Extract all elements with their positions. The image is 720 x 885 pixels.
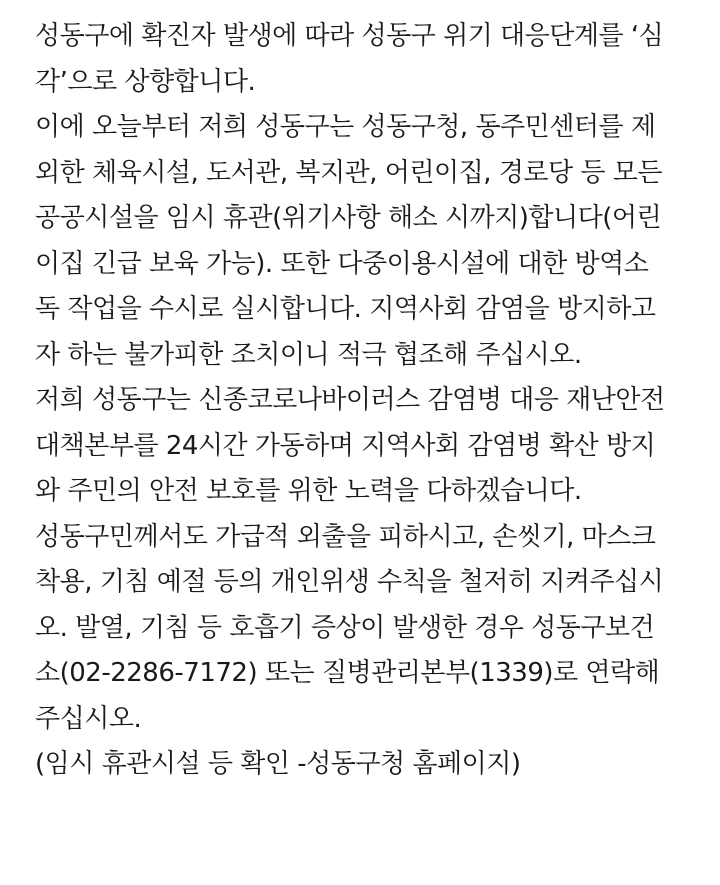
notice-line: 주십시오. (35, 703, 142, 734)
notice-line: 오. 발열, 기침 등 호흡기 증상이 발생한 경우 성동구보건 (35, 612, 655, 643)
notice-line: 공공시설을 임시 휴관(위기사항 해소 시까지)합니다(어린 (35, 203, 662, 233)
notice-line: 각’으로 상향합니다. (35, 66, 256, 97)
notice-line: 대책본부를 24시간 가동하며 지역사회 감염병 확산 방지 (35, 430, 656, 461)
notice-line: 독 작업을 수시로 실시합니다. 지역사회 감염을 방지하고 (35, 294, 656, 324)
notice-line: 저희 성동구는 신종코로나바이러스 감염병 대응 재난안전 (35, 385, 665, 415)
notice-line: 성동구민께서도 가급적 외출을 피하시고, 손씻기, 마스크 (35, 521, 656, 552)
notice-line: 소(02-2286-7172) 또는 질병관리본부(1339)로 연락해 (35, 658, 660, 688)
notice-line: 성동구에 확진자 발생에 따라 성동구 위기 대응단계를 ‘심 (35, 21, 664, 51)
notice-line: 이에 오늘부터 저희 성동구는 성동구청, 동주민센터를 제 (35, 112, 656, 142)
notice-line: 자 하는 불가피한 조치이니 적극 협조해 주십시오. (35, 339, 582, 370)
notice-line: 와 주민의 안전 보호를 위한 노력을 다하겠습니다. (35, 476, 582, 506)
notice-line: (임시 휴관시설 등 확인 -성동구청 홈페이지) (35, 749, 521, 779)
notice-line: 외한 체육시설, 도서관, 복지관, 어린이집, 경로당 등 모든 (35, 157, 662, 188)
notice-line: 착용, 기침 예절 등의 개인위생 수칙을 철저히 지켜주십시 (35, 567, 664, 597)
notice-line: 이집 긴급 보육 가능). 또한 다중이용시설에 대한 방역소 (35, 248, 649, 279)
